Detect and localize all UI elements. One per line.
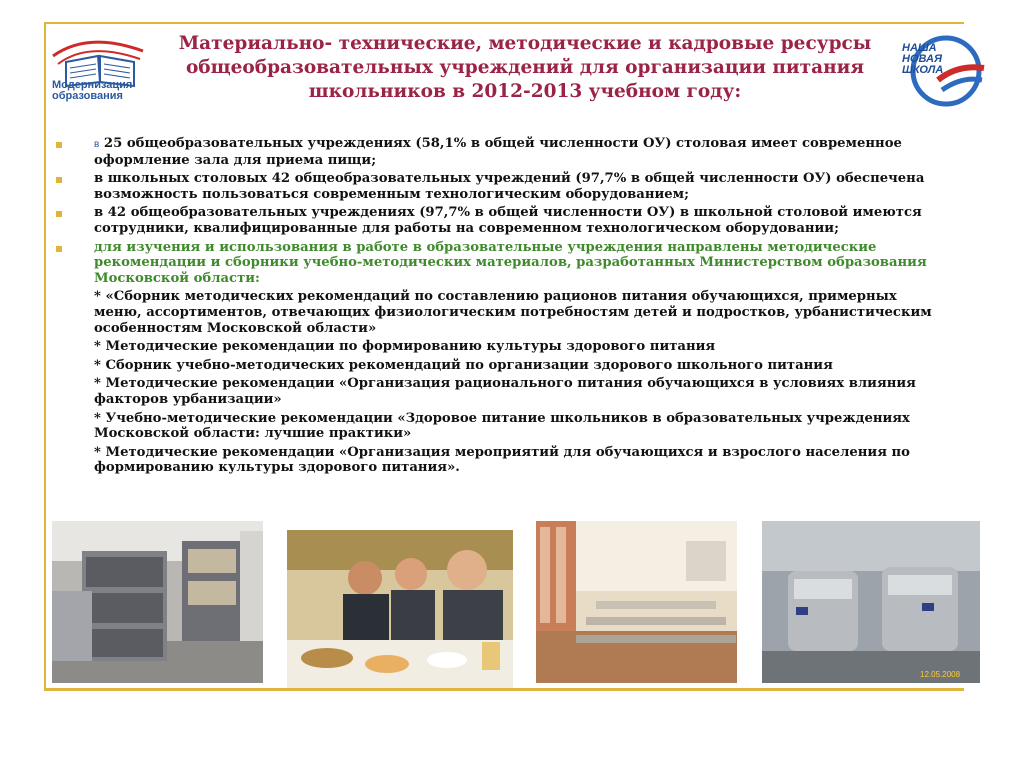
sub-item: * Учебно-методические рекомендации «Здоровое питание школьников в образовательных учреждениях Московской области: лучшие практики» [94, 410, 910, 442]
title-line-2: общеобразовательных учреждений для организации питания [185, 57, 865, 78]
bullet-item [80, 136, 948, 168]
logo-left-line-1: Модернизация [52, 79, 133, 91]
sub-item: * «Сборник методических рекомендаций по составлению рационов питания обучающихся, примерных меню, ассортиментов, отвечающих физиологическим потребностям детей и подростков, урбанистическим особенностям Московской области» [94, 289, 932, 336]
photo-timestamp: 12.05.2008 [920, 670, 961, 679]
logo-right-line-1: НАША [902, 42, 937, 54]
frame-top-line [44, 22, 964, 24]
content-body [80, 136, 948, 479]
sub-item: * Методические рекомендации по формированию культуры здорового питания [94, 339, 716, 355]
logo-left-line-2: образования [52, 90, 123, 102]
bullet-text: для изучения и использования в работе в образовательные учреждения направлены методические рекомендации и сборники учебно-методических материалов, разработанных Министерством образования Московской области: [94, 239, 927, 286]
photo-kitchen-equipment [52, 521, 263, 683]
nasha-novaya-shkola-text [902, 43, 943, 76]
sub-item: * Методические рекомендации «Организация мероприятий для обучающихся и взрослого населения по формированию культуры здорового питания». [94, 444, 910, 476]
photo-cooking-kettles [762, 521, 980, 683]
bullet-prefix: в [94, 139, 100, 150]
logo-right-line-2: НОВАЯ [902, 53, 942, 65]
title-line-3: школьников в 2012-2013 учебном году: [308, 81, 742, 102]
photo-children-dining [287, 530, 513, 690]
bullet-text: в школьных столовых 42 общеобразовательных учреждений (97,7% в общей численности ОУ) обеспечена возможность пользоваться современным технологическим оборудованием; [94, 171, 925, 202]
bullet-square-icon [56, 177, 62, 183]
bullet-item [80, 171, 948, 202]
bullet-square-icon [56, 246, 62, 252]
photo-dining-hall [536, 521, 737, 683]
sub-item: * Сборник учебно-методических рекомендаций по организации здорового школьного питания [94, 357, 833, 373]
logo-right-line-3: ШКОЛА [902, 64, 944, 76]
bullet-item-green [80, 240, 948, 287]
bullet-text: в 42 общеобразовательных учреждениях (97,7% в общей численности ОУ) в школьной столовой имеются сотрудники, квалифицированные для работы на современном технологическом оборудовании; [94, 205, 922, 236]
frame-left-line [44, 22, 46, 688]
bullet-square-icon [56, 211, 62, 217]
bullet-square-icon [56, 142, 62, 148]
sub-item: * Методические рекомендации «Организация рационального питания обучающихся в условиях влияния факторов урбанизации» [94, 376, 916, 407]
bullet-item [80, 205, 948, 236]
page-title [160, 32, 890, 104]
modernization-logo-text [52, 80, 132, 102]
bullet-text: 25 общеобразовательных учреждениях (58,1% в общей численности ОУ) столовая имеет современное оформление зала для приема пищи; [94, 136, 902, 168]
title-line-1: Материально- технические, методические и кадровые ресурсы [178, 33, 872, 54]
frame-bottom-line [44, 688, 964, 691]
